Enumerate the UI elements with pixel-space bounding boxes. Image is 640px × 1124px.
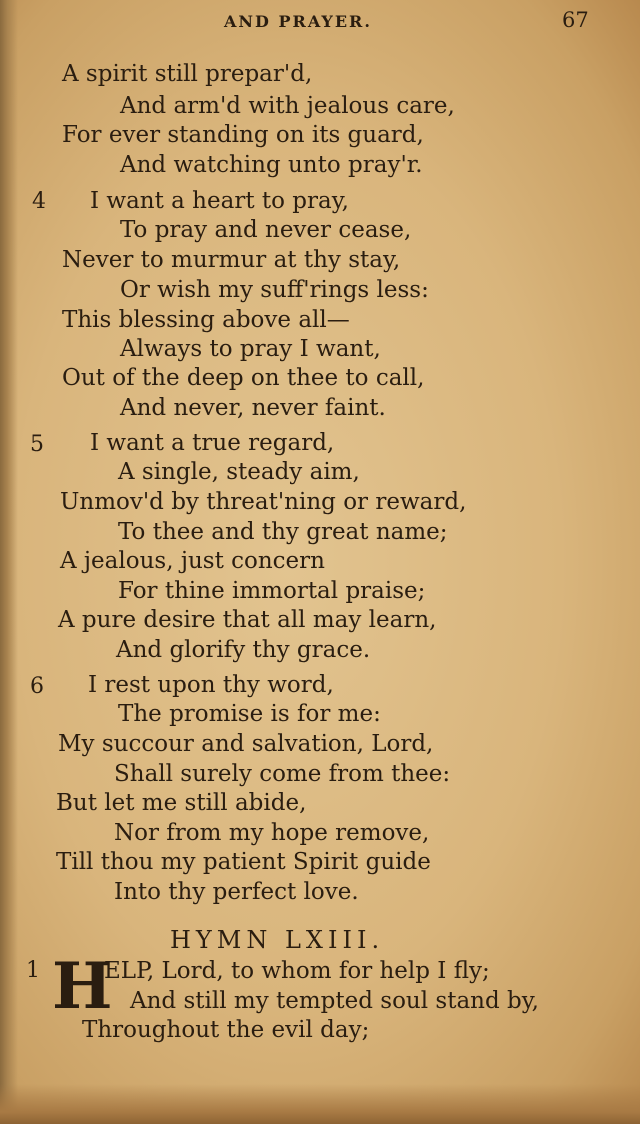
stanza-6-number: 6 [30, 674, 44, 699]
stanza-6-line-3: My succour and salvation, Lord, [58, 731, 434, 757]
page-number: 67 [562, 8, 589, 32]
stanza-4-line-5: This blessing above all— [62, 307, 350, 333]
stanza-5-line-5: A jealous, just concern [60, 548, 325, 574]
drop-cap-initial: H [52, 949, 113, 1024]
stanza-5-line-6: For thine immortal praise; [118, 578, 426, 604]
stanza-5-line-7: A pure desire that all may learn, [58, 607, 437, 633]
stanza-5-line-1: I want a true regard, [90, 430, 335, 456]
stanza-6-line-2: The promise is for me: [118, 701, 381, 727]
running-head: AND PRAYER. [224, 12, 372, 31]
stanza-5-line-2: A single, steady aim, [118, 459, 360, 485]
stanza-5-line-3: Unmov'd by threat'ning or reward, [60, 489, 467, 515]
stanza-4-line-7: Out of the deep on thee to call, [62, 365, 425, 391]
page-gutter-shadow [0, 0, 18, 1124]
stanza-top-line-2: And arm'd with jealous care, [120, 93, 455, 119]
hymn-lxiii-verse-number: 1 [26, 958, 40, 983]
stanza-6-line-7: Till thou my patient Spirit guide [56, 849, 431, 875]
page-bottom-edge [0, 1084, 640, 1124]
hymn-title: HYMN LXIII. [170, 926, 385, 954]
stanza-5-line-4: To thee and thy great name; [118, 519, 448, 545]
stanza-6-line-6: Nor from my hope remove, [114, 820, 430, 846]
hymn-lxiii-line-1: ELP, Lord, to whom for help I fly; [104, 958, 490, 984]
stanza-5-line-8: And glorify thy grace. [116, 637, 371, 663]
stanza-5-number: 5 [30, 432, 44, 457]
stanza-6-line-5: But let me still abide, [56, 790, 307, 816]
stanza-top-line-4: And watching unto pray'r. [120, 152, 423, 178]
stanza-4-line-3: Never to murmur at thy stay, [62, 247, 401, 273]
stanza-6-line-8: Into thy perfect love. [114, 879, 359, 905]
stanza-4-number: 4 [32, 189, 46, 214]
stanza-4-line-1: I want a heart to pray, [90, 188, 349, 214]
stanza-4-line-4: Or wish my suff'rings less: [120, 277, 429, 303]
stanza-4-line-2: To pray and never cease, [120, 217, 412, 243]
hymn-lxiii-line-2: And still my tempted soul stand by, [130, 988, 539, 1014]
stanza-4-line-8: And never, never faint. [120, 395, 386, 421]
stanza-4-line-6: Always to pray I want, [120, 336, 381, 362]
stanza-6-line-1: I rest upon thy word, [88, 672, 334, 698]
stanza-6-line-4: Shall surely come from thee: [114, 761, 451, 787]
stanza-top-line-1: A spirit still prepar'd, [62, 61, 313, 87]
hymn-lxiii-line-3: Throughout the evil day; [82, 1017, 370, 1043]
stanza-top-line-3: For ever standing on its guard, [62, 122, 424, 148]
